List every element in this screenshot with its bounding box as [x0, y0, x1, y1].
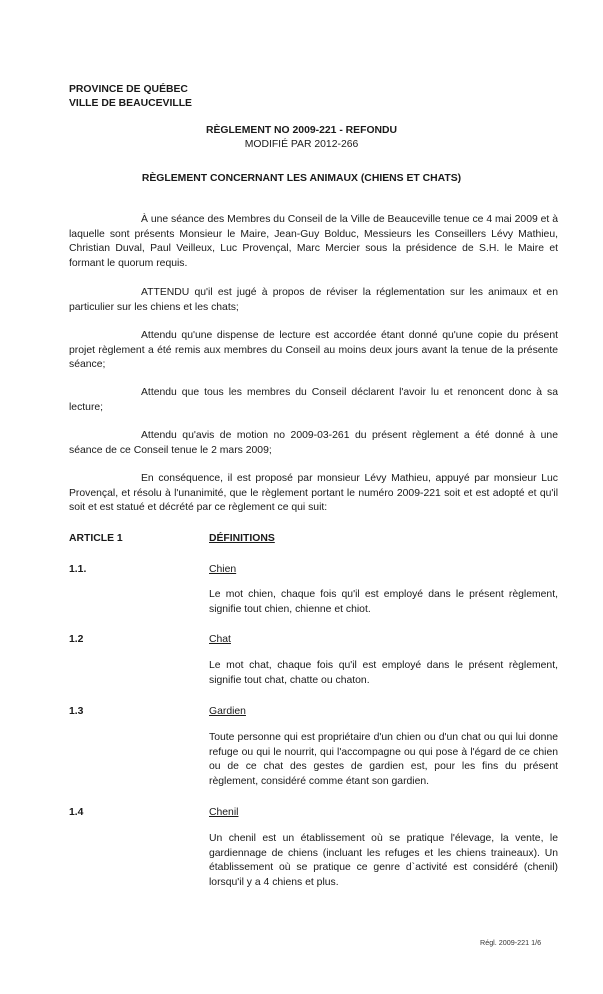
reglement-title: RÈGLEMENT NO 2009-221 - REFONDU — [205, 125, 398, 136]
section-number: 1.4 — [69, 807, 84, 818]
section-title: Chien — [209, 564, 237, 575]
resolution-paragraph: En conséquence, il est proposé par monsieur Lévy Mathieu, appuyé par monsieur Luc Provençal, et résolu à l'unanimité, que le règlement portant le numéro 2009-221 soit et est adopté et qu'il soit et est statué et décrété par ce règlement ce qui suit: — [69, 473, 558, 514]
section-title: Gardien — [209, 706, 246, 717]
attendu-paragraph-1: ATTENDU qu'il est jugé à propos de réviser la réglementation sur les animaux et en particulier sur les chiens et les chats; — [69, 287, 558, 313]
subject-title: RÈGLEMENT CONCERNANT LES ANIMAUX (CHIENS ET CHATS) — [141, 173, 462, 184]
modifie-subtitle: MODIFIÉ PAR 2012-266 — [244, 139, 359, 150]
section-title: Chenil — [209, 807, 239, 818]
preamble-paragraph: À une séance des Membres du Conseil de la Ville de Beauceville tenue ce 4 mai 2009 et à laquelle sont présents Monsieur le Maire, Jean-Guy Bolduc, Messieurs les Conseillers Lévy Mathieu, Christian Duval, Paul Veilleux, Luc Provençal, Marc Mercier sous la présidence de S.H. le Maire et formant le quorum requis. — [69, 214, 558, 269]
section-title: Chat — [209, 634, 231, 645]
section-number: 1.3 — [69, 706, 84, 717]
attendu-paragraph-4: Attendu qu'avis de motion no 2009-03-261 du présent règlement a été donné à une séance de ce Conseil tenue le 2 mars 2009; — [69, 430, 558, 456]
attendu-paragraph-3: Attendu que tous les membres du Conseil déclarent l'avoir lu et renoncent donc à sa lecture; — [69, 387, 558, 413]
section-body: Le mot chien, chaque fois qu'il est employé dans le présent règlement, signifie tout chien, chienne et chiot. — [209, 589, 558, 615]
article-title: DÉFINITIONS — [209, 533, 275, 544]
section-body: Toute personne qui est propriétaire d'un chien ou d'un chat ou qui lui donne refuge ou qui le nourrit, qui l'accompagne ou qui pose à l'égard de ce chien ou de ce chat des gestes de gardien est, pour les fins du présent règlement, considéré comme étant son gardien. — [209, 732, 558, 787]
section-number: 1.2 — [69, 634, 84, 645]
section-body: Le mot chat, chaque fois qu'il est employé dans le présent règlement, signifie tout chat, chatte ou chaton. — [209, 660, 558, 686]
article-number: ARTICLE 1 — [69, 533, 123, 544]
section-number: 1.1. — [69, 564, 87, 575]
attendu-paragraph-2: Attendu qu'une dispense de lecture est accordée étant donné qu'une copie du présent projet règlement a été remis aux membres du Conseil au moins deux jours avant la tenue de la présente séance; — [69, 330, 558, 371]
ville-heading: VILLE DE BEAUCEVILLE — [69, 98, 192, 109]
province-heading: PROVINCE DE QUÉBEC — [69, 84, 188, 95]
page-footer: Régl. 2009-221 1/6 — [480, 938, 542, 947]
section-body: Un chenil est un établissement où se pratique l'élevage, la vente, le gardiennage de chiens (incluant les refuges et les chiens traineaux). Un établissement où se pratique ce genre d`activité est considéré (chenil) lorsqu'il y a 4 chiens et plus. — [209, 833, 558, 888]
